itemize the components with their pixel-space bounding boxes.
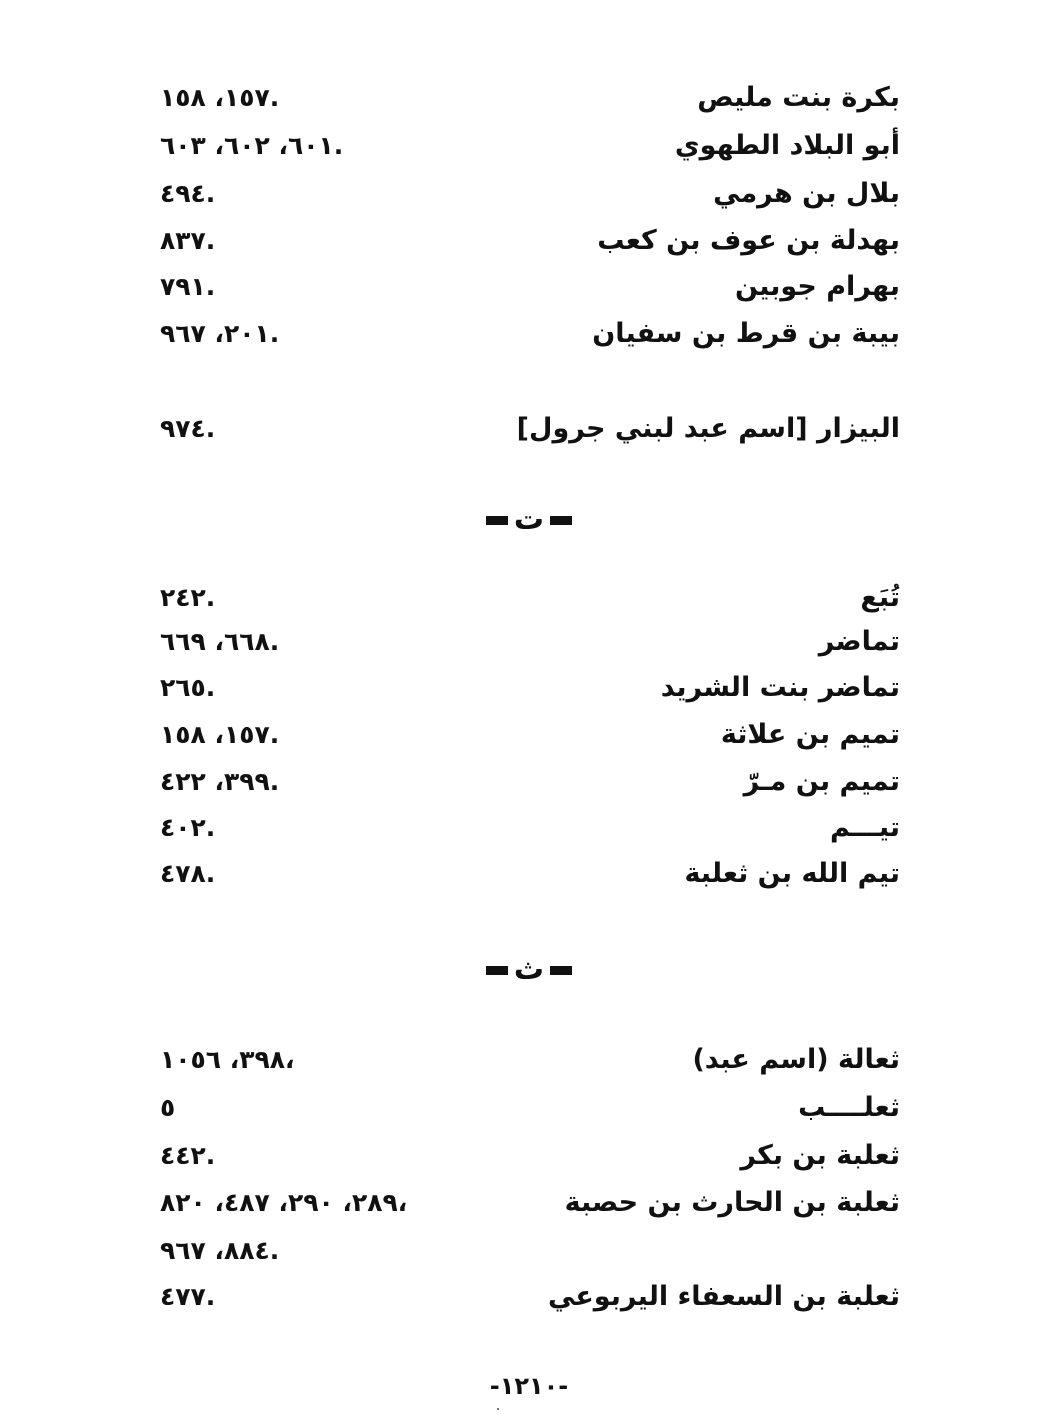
heading-dash [486, 516, 508, 525]
index-entry [0, 854, 1058, 902]
entry-name: تماضر بنت الشريد [660, 672, 900, 703]
entry-pages: ٩٧٤. [160, 414, 216, 443]
entry-name: بكرة بنت مليص [697, 82, 900, 113]
index-entry [0, 668, 1058, 716]
index-entry [0, 622, 1058, 670]
heading-dash [486, 966, 508, 975]
entry-name: تميم بن مـرّ [743, 766, 900, 797]
index-entry [0, 126, 1058, 174]
entry-pages: ٢٤٢. [160, 583, 216, 612]
entry-pages: ١٥٧، ١٥٨. [160, 720, 280, 749]
entry-name: أبو البلاد الطهوي [674, 130, 900, 161]
entry-pages: ٤٧٨. [160, 859, 216, 888]
entry-name: ثعلبة بن السعفاء اليربوعي [548, 1281, 900, 1312]
entry-name: ثعلبة بن الحارث بن حصبة [564, 1187, 900, 1218]
entry-pages: ٨٣٧. [160, 226, 216, 255]
index-entry [0, 1277, 1058, 1325]
entry-name: تماضر [818, 626, 900, 657]
entry-name: تميم بن علاثة [720, 719, 900, 750]
entry-pages: ٢٠١، ٩٦٧. [160, 319, 280, 348]
print-speck [497, 1408, 499, 1410]
index-entry [0, 1040, 1058, 1088]
index-entry [0, 715, 1058, 763]
heading-dash [550, 516, 572, 525]
index-entry [0, 1183, 1058, 1231]
entry-name: ثعلــــب [798, 1092, 900, 1123]
entry-pages: ٦٠١، ٦٠٢، ٦٠٣. [160, 131, 344, 160]
index-entry [0, 578, 1058, 626]
entry-pages: ١٥٧، ١٥٨. [160, 83, 280, 112]
index-entry [0, 808, 1058, 856]
index-entry [0, 1088, 1058, 1136]
entry-name: ثعلبة بن بكر [740, 1140, 900, 1171]
entry-pages: ٤٤٢. [160, 1141, 216, 1170]
index-entry [0, 762, 1058, 810]
entry-pages: ٢٦٥. [160, 673, 216, 702]
entry-name: ثعالة (اسم عبد) [692, 1044, 900, 1075]
index-entry [0, 409, 1058, 457]
page-number: -١٢١٠- [489, 1372, 569, 1400]
index-entry-continuation [0, 1231, 1058, 1279]
entry-pages: ٨٨٤، ٩٦٧. [160, 1236, 280, 1265]
entry-pages: ٤٩٤. [160, 179, 216, 208]
section-letter: ت [513, 502, 545, 537]
index-entry [0, 1136, 1058, 1184]
heading-dash [550, 966, 572, 975]
entry-pages: ٤٧٧. [160, 1282, 216, 1311]
entry-pages: ٣٩٨، ١٠٥٦، [160, 1045, 295, 1074]
entry-name: البيزار [اسم عبد لبني جرول] [516, 413, 900, 444]
entry-pages: ٢٨٩، ٢٩٠، ٤٨٧، ٨٢٠، [160, 1188, 408, 1217]
entry-pages: ٧٩١. [160, 272, 216, 301]
section-letter: ث [513, 952, 545, 987]
entry-pages: ٥ [160, 1093, 176, 1122]
section-heading-tha [0, 950, 1058, 990]
index-entry [0, 174, 1058, 222]
index-entry [0, 267, 1058, 315]
index-entry [0, 78, 1058, 126]
entry-name: بلال بن هرمي [713, 178, 900, 209]
entry-name: بهدلة بن عوف بن كعب [597, 225, 900, 256]
section-heading-ta [0, 500, 1058, 540]
entry-pages: ٤٠٢. [160, 813, 216, 842]
entry-pages: ٦٦٨، ٦٦٩. [160, 627, 280, 656]
entry-name: بهرام جوبين [734, 271, 900, 302]
index-entry [0, 314, 1058, 362]
index-entry [0, 221, 1058, 269]
entry-name: تيـــم [829, 812, 900, 843]
entry-name: بيبة بن قرط بن سفيان [592, 318, 900, 349]
entry-name: تُبَع [860, 582, 900, 613]
entry-name: تيم الله بن ثعلبة [684, 858, 900, 889]
entry-pages: ٣٩٩، ٤٢٢. [160, 767, 280, 796]
